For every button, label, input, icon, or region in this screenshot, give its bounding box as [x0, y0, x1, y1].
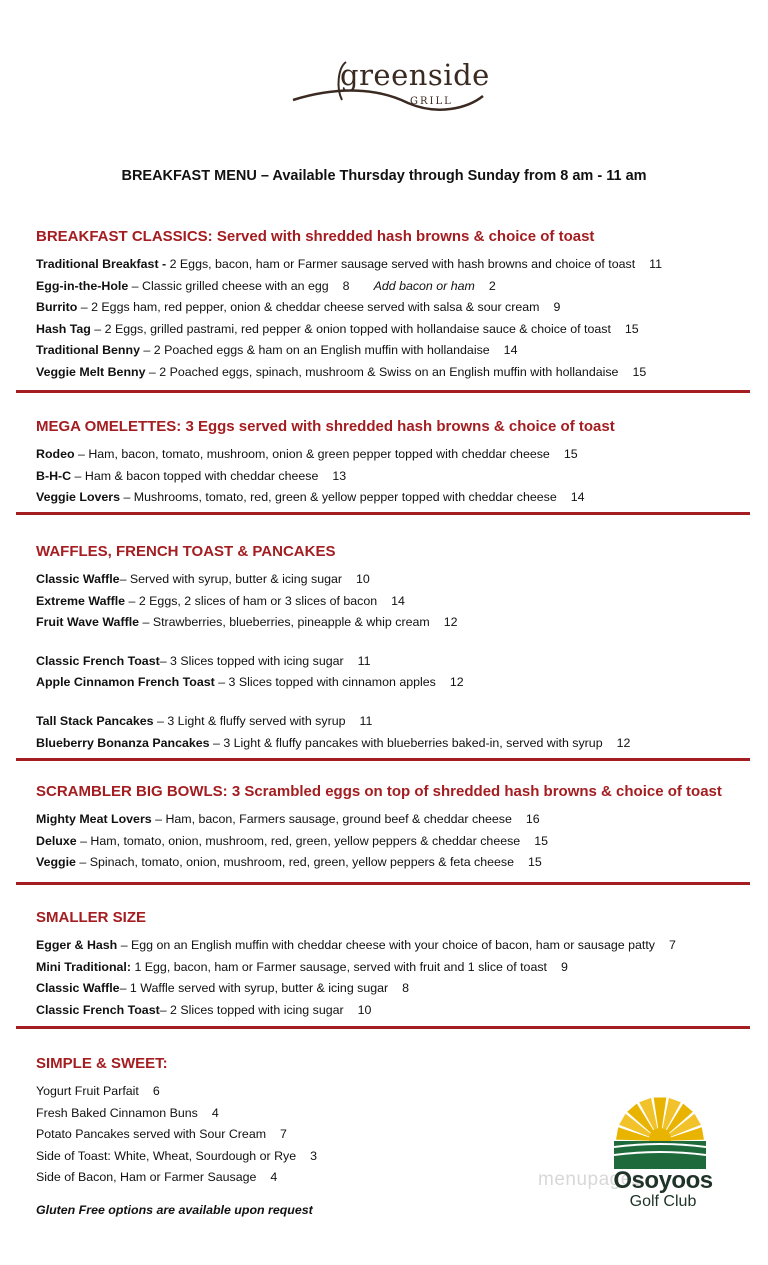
item-price: 9	[553, 300, 561, 315]
item-description: – 2 Eggs, grilled pastrami, red pepper & onion topped with hollandaise sauce & choice of toast	[90, 321, 611, 336]
menu-item	[36, 466, 752, 488]
item-name: Veggie Lovers	[36, 490, 121, 505]
menu-item	[36, 711, 752, 733]
item-name: Traditional Breakfast -	[36, 257, 167, 271]
item-description: – Spinach, tomato, onion, mushroom, red, green, yellow peppers & feta cheese	[75, 855, 515, 870]
item-name: Traditional Benny	[36, 343, 140, 358]
section-divider	[16, 882, 750, 885]
item-addon: Add bacon or ham	[373, 278, 475, 293]
item-price: 11	[357, 653, 371, 668]
item-price: 11	[359, 713, 373, 728]
menu-section	[36, 226, 752, 384]
item-name: Apple Cinnamon French Toast	[36, 675, 215, 690]
menu-item	[36, 276, 752, 298]
item-description: – Egg on an English muffin with cheddar cheese with your choice of bacon, ham or sausage patty	[117, 938, 655, 952]
item-description: – Ham, bacon, Farmers sausage, ground beef & cheddar cheese	[151, 812, 512, 826]
item-price: 15	[632, 364, 647, 379]
menu-item	[36, 444, 752, 466]
item-price: 15	[563, 447, 578, 461]
item-price: 7	[668, 938, 676, 952]
menu-item	[36, 340, 752, 362]
menu-item	[36, 362, 752, 384]
menu-item	[36, 569, 752, 591]
item-description: – 2 Poached eggs & ham on an English muffin with hollandaise	[139, 343, 490, 358]
item-name: Blueberry Bonanza Pancakes	[36, 735, 210, 750]
item-price: 10	[356, 572, 370, 586]
item-name: Extreme Waffle	[36, 593, 126, 608]
item-price: 12	[443, 615, 458, 630]
item-description: – Classic grilled cheese with an egg	[128, 278, 329, 293]
item-price: 12	[616, 735, 631, 750]
item-description: Side of Toast: White, Wheat, Sourdough or Rye	[36, 1148, 297, 1163]
item-description: – 3 Light & fluffy served with syrup	[153, 713, 346, 728]
menu-section	[36, 541, 752, 754]
item-description: – 2 Poached eggs, spinach, mushroom & Swiss on an English muffin with hollandaise	[145, 364, 619, 379]
item-price: 4	[270, 1170, 278, 1185]
item-description: – Ham, bacon, tomato, mushroom, onion & green pepper topped with cheddar cheese	[74, 447, 550, 461]
golf-club-sub: Golf Club	[629, 1193, 697, 1210]
menu-item	[36, 852, 752, 874]
osoyoos-golf-logo	[598, 1095, 728, 1230]
item-price: 15	[528, 855, 542, 870]
logo-sub: GRILL	[410, 96, 453, 107]
item-name: Mighty Meat Lovers	[36, 812, 152, 826]
item-price: 8	[342, 278, 350, 293]
section-title: MEGA OMELETTES: 3 Eggs served with shredded hash browns & choice of toast	[36, 418, 615, 435]
item-description: – 2 Slices topped with icing sugar	[159, 1002, 344, 1017]
menu-item	[36, 591, 752, 613]
item-name: Hash Tag	[36, 321, 91, 336]
watermark: menupages	[538, 1169, 642, 1190]
item-price: 15	[534, 833, 548, 848]
menu-section	[36, 416, 752, 509]
item-name: Mini Traditional:	[36, 959, 131, 974]
item-description: – Ham, tomato, onion, mushroom, red, green, yellow peppers & cheddar cheese	[76, 833, 521, 848]
menu-item	[36, 831, 752, 853]
item-price: 12	[449, 675, 464, 690]
item-price: 10	[357, 1002, 372, 1017]
item-price: 15	[624, 321, 639, 336]
menu-headline: BREAKFAST MENU – Available Thursday through Sunday from 8 am - 11 am	[121, 168, 647, 184]
section-divider	[16, 758, 750, 761]
menu-item	[36, 809, 752, 831]
item-description: Fresh Baked Cinnamon Buns	[36, 1105, 198, 1120]
item-name: Burrito	[36, 300, 78, 315]
item-price: 16	[525, 812, 540, 826]
item-name: Egger & Hash	[36, 938, 118, 952]
item-description: – Mushrooms, tomato, red, green & yellow pepper topped with cheddar cheese	[120, 490, 557, 505]
section-divider	[16, 512, 750, 515]
item-name: Veggie Melt Benny	[36, 364, 146, 379]
section-divider	[16, 1026, 750, 1029]
section-divider	[16, 390, 750, 393]
item-description: – 3 Slices topped with cinnamon apples	[214, 675, 436, 690]
menu-item	[36, 1000, 752, 1022]
item-description: Side of Bacon, Ham or Farmer Sausage	[36, 1170, 257, 1185]
menu-section	[36, 907, 752, 1021]
item-price: 7	[280, 1127, 287, 1142]
item-price: 8	[402, 981, 410, 996]
menu-item	[36, 487, 752, 509]
item-name: Tall Stack Pancakes	[36, 713, 154, 728]
gluten-free-note: Gluten Free options are available upon request	[36, 1203, 313, 1217]
item-description: 2 Eggs, bacon, ham or Farmer sausage served with hash browns and choice of toast	[166, 257, 636, 271]
menu-item	[36, 297, 752, 319]
logo-word: greenside	[340, 58, 490, 92]
section-title: WAFFLES, FRENCH TOAST & PANCAKES	[36, 543, 336, 560]
menu-section	[36, 781, 752, 874]
item-description: Potato Pancakes served with Sour Cream	[36, 1127, 267, 1142]
menu-item	[36, 733, 752, 755]
item-description: – 3 Light & fluffy pancakes with blueberries baked-in, served with syrup	[209, 735, 603, 750]
menu-item	[36, 978, 752, 1000]
item-name: Veggie	[36, 855, 76, 870]
item-name: Deluxe	[36, 833, 77, 848]
item-price: 13	[332, 468, 347, 483]
section-title: SMALLER SIZE	[36, 909, 147, 926]
item-description: – 2 Eggs ham, red pepper, onion & cheddar cheese served with salsa & sour cream	[77, 300, 540, 315]
item-name: Fruit Wave Waffle	[36, 615, 140, 630]
menu-item	[36, 254, 752, 276]
item-price: 9	[560, 959, 568, 974]
section-title: SIMPLE & SWEET:	[36, 1055, 168, 1072]
item-description: – Strawberries, blueberries, pineapple & whip cream	[139, 615, 430, 630]
item-price: 14	[503, 343, 518, 358]
item-name: Classic French Toast	[36, 653, 160, 668]
menu-item	[36, 319, 752, 341]
item-price: 11	[649, 257, 663, 271]
menu-item	[36, 935, 752, 957]
item-name: Egg-in-the-Hole	[36, 278, 129, 293]
section-title: BREAKFAST CLASSICS: Served with shredded hash browns & choice of toast	[36, 228, 595, 245]
item-description: – 2 Eggs, 2 slices of ham or 3 slices of bacon	[125, 593, 378, 608]
item-description: – 1 Waffle served with syrup, butter & icing sugar	[119, 981, 389, 996]
greenside-grill-logo	[288, 48, 488, 128]
item-price: 3	[310, 1148, 318, 1163]
item-description: 1 Egg, bacon, ham or Farmer sausage, served with fruit and 1 slice of toast	[131, 959, 547, 974]
item-name: B-H-C	[36, 468, 72, 483]
menu-item	[36, 672, 752, 694]
item-price: 4	[211, 1105, 219, 1120]
item-addon-price: 2	[488, 278, 496, 293]
item-price: 14	[570, 490, 585, 505]
item-name: Classic Waffle	[36, 981, 120, 996]
item-price: 6	[152, 1084, 160, 1098]
sun-logo-icon	[598, 1095, 728, 1175]
menu-item	[36, 651, 752, 673]
golf-club-name: Osoyoos	[613, 1167, 713, 1194]
item-description: – 3 Slices topped with icing sugar	[159, 653, 344, 668]
menu-item	[36, 612, 752, 634]
item-description: – Ham & bacon topped with cheddar cheese	[71, 468, 319, 483]
item-name: Rodeo	[36, 447, 75, 461]
item-name: Classic Waffle	[36, 572, 120, 586]
item-description: – Served with syrup, butter & icing sugar	[119, 572, 343, 586]
menu-item	[36, 957, 752, 979]
section-title: SCRAMBLER BIG BOWLS: 3 Scrambled eggs on top of shredded hash browns & choice of toast	[36, 783, 722, 800]
item-name: Classic French Toast	[36, 1002, 160, 1017]
item-description: Yogurt Fruit Parfait	[36, 1084, 139, 1098]
item-price: 14	[391, 593, 405, 608]
